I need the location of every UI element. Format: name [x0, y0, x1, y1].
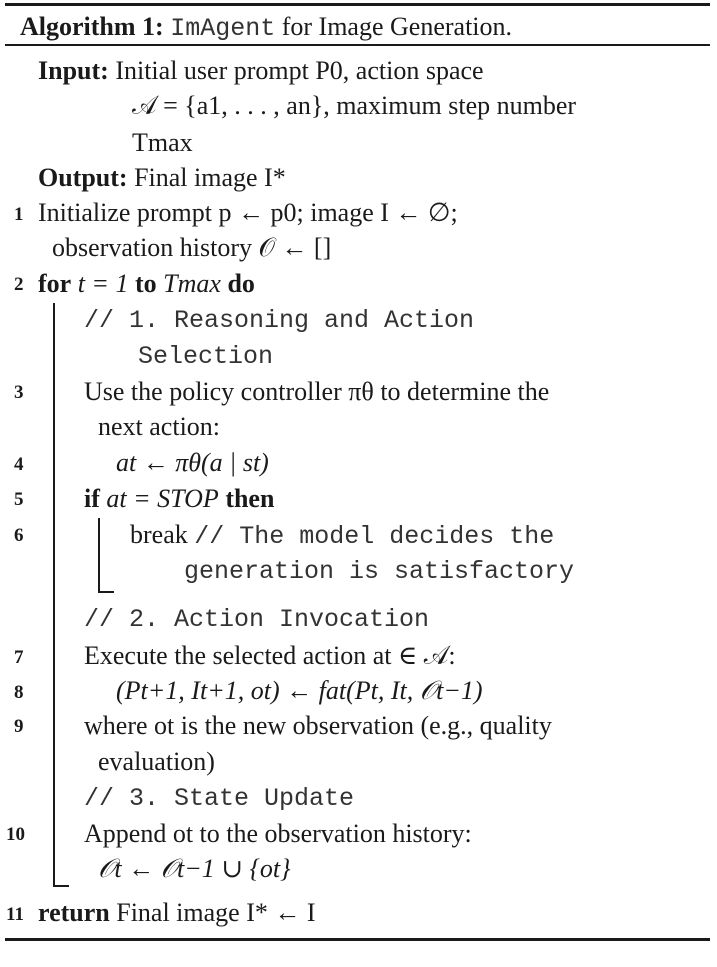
- for-scope-bar: [53, 303, 55, 886]
- comment-1-line-a: // 1. Reasoning and Action: [84, 306, 475, 335]
- line-number-7: 7: [14, 647, 24, 668]
- for-keyword: for: [38, 269, 72, 298]
- step-3-line-a: Use the policy controller πθ to determine the: [84, 377, 550, 406]
- input-keyword: Input:: [38, 56, 109, 85]
- line-number-1: 1: [14, 204, 24, 225]
- output-text: Final image I*: [134, 163, 286, 192]
- algorithm-label: Algorithm 1:: [20, 12, 164, 41]
- algorithm-name: ImAgent: [170, 14, 276, 43]
- output-line: [38, 161, 286, 195]
- output-keyword: Output:: [38, 163, 128, 192]
- step-3-line-b: next action:: [98, 412, 221, 441]
- input-line-2: 𝒜 = {a1, . . . , an}, maximum step number: [132, 91, 577, 120]
- comment-3-line: // 3. State Update: [84, 784, 355, 813]
- step-2-for-line: [38, 267, 255, 301]
- line-number-4: 4: [14, 454, 24, 475]
- do-keyword: do: [227, 269, 255, 298]
- return-keyword: return: [38, 898, 110, 927]
- bottom-rule: [5, 938, 710, 941]
- line-number-8: 8: [14, 682, 24, 703]
- algorithm-caption: [20, 10, 512, 46]
- step-4-line: at ← πθ(a | st): [116, 448, 269, 477]
- then-keyword: then: [225, 484, 275, 513]
- step-6-line-b: generation is satisfactory: [184, 557, 575, 586]
- for-init: t = 1: [77, 269, 129, 298]
- step-9-line-b: evaluation): [98, 747, 215, 776]
- if-scope-foot: [98, 591, 114, 593]
- line-number-6: 6: [14, 525, 24, 546]
- break-statement: break: [130, 520, 188, 549]
- line-number-9: 9: [14, 716, 24, 737]
- step-5-if-line: [84, 482, 274, 516]
- step-10-line-b: 𝒪t ← 𝒪t−1 ∪ {ot}: [98, 854, 291, 883]
- line-number-11: 11: [6, 904, 24, 925]
- step-6-line-a: [130, 518, 554, 554]
- if-condition: at = STOP: [106, 484, 219, 513]
- if-keyword: if: [84, 484, 100, 513]
- comment-2-line: // 2. Action Invocation: [84, 605, 430, 634]
- comment-1-line-b: Selection: [138, 342, 274, 371]
- if-scope-bar: [98, 518, 100, 592]
- step-10-line-a: Append ot to the observation history:: [84, 819, 472, 848]
- for-limit: Tmax: [163, 269, 221, 298]
- line-number-3: 3: [14, 382, 24, 403]
- algorithm-caption-rest: for Image Generation.: [275, 12, 513, 41]
- step-8-line: (Pt+1, It+1, ot) ← fat(Pt, It, 𝒪t−1): [116, 676, 483, 705]
- step-11-line: [38, 896, 316, 930]
- to-keyword: to: [134, 269, 157, 298]
- input-text-1: Initial user prompt P0, action space: [115, 56, 484, 85]
- top-rule: [5, 3, 710, 6]
- break-comment-a: // The model decides the: [194, 522, 555, 551]
- step-7-line: Execute the selected action at ∈ 𝒜:: [84, 641, 456, 670]
- return-text: Final image I* ← I: [116, 898, 316, 927]
- line-number-2: 2: [14, 274, 24, 295]
- step-1-line-a: Initialize prompt p ← p0; image I ← ∅;: [38, 198, 458, 227]
- step-1-line-b: observation history 𝒪 ← []: [52, 233, 332, 262]
- step-9-line-a: where ot is the new observation (e.g., quality: [84, 711, 552, 740]
- line-number-10: 10: [6, 824, 25, 845]
- input-line-1: [38, 54, 484, 88]
- line-number-5: 5: [14, 489, 24, 510]
- input-line-3: Tmax: [132, 128, 193, 157]
- for-scope-foot: [53, 885, 69, 887]
